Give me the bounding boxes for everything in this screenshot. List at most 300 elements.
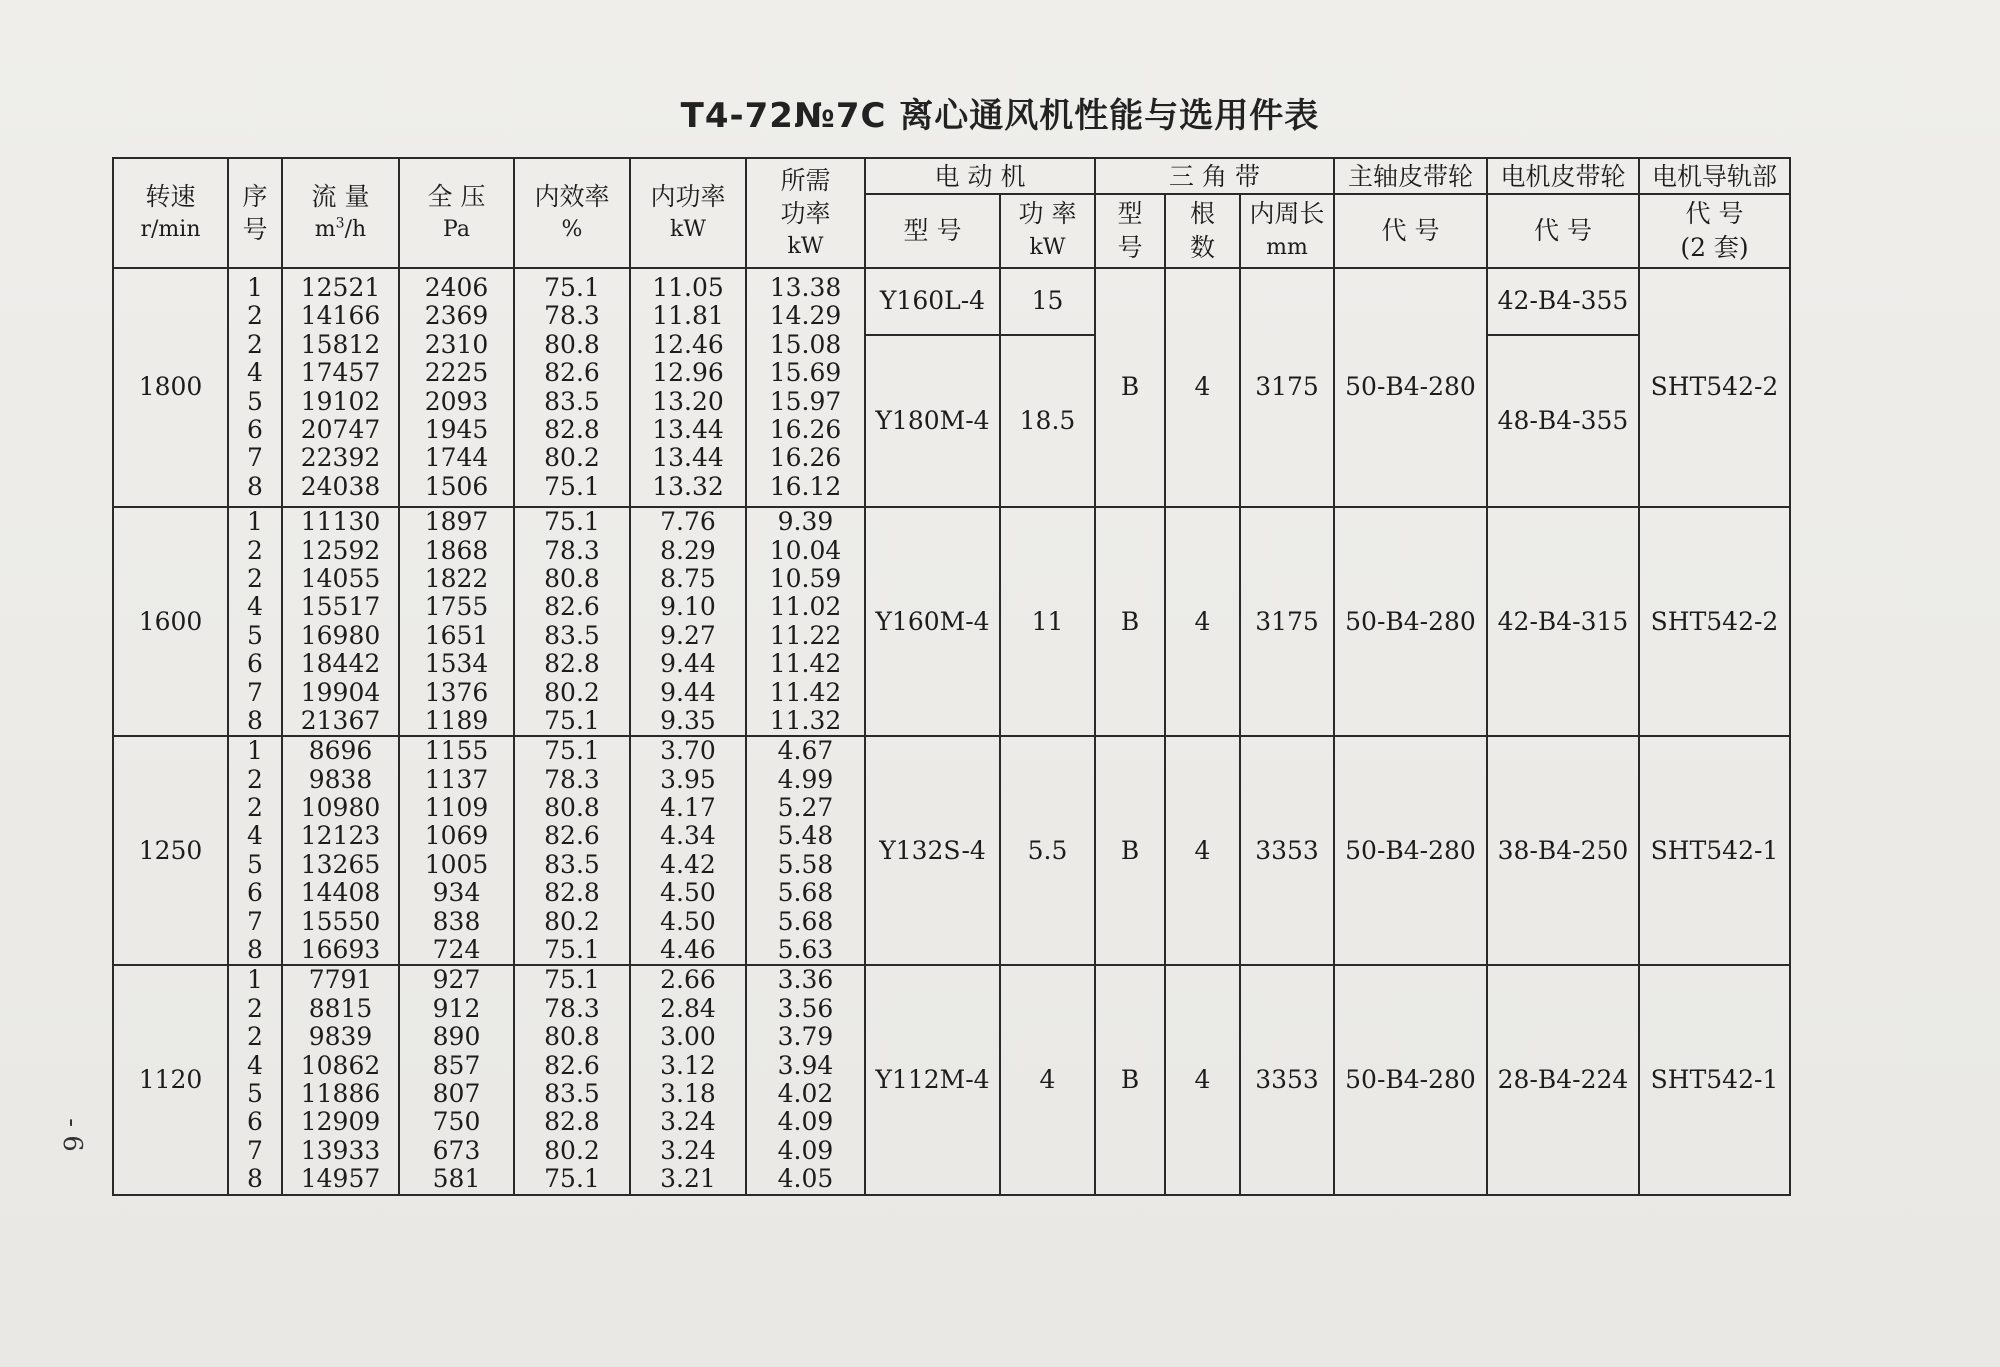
efficiency-cell-line: 80.2 bbox=[544, 1135, 600, 1165]
seq-cell-line: 4 bbox=[247, 821, 263, 851]
header-motor-rail-code-label: 代 号 bbox=[1685, 199, 1744, 228]
belt-length-cell: 3353 bbox=[1240, 965, 1334, 1194]
internal-power-cell-line: 13.20 bbox=[652, 386, 724, 416]
header-internal-power-unit: kW bbox=[670, 217, 706, 242]
belt-type-cell: B bbox=[1095, 965, 1165, 1194]
efficiency-cell-line: 82.6 bbox=[544, 592, 600, 622]
internal-power-cell-line: 4.17 bbox=[660, 793, 716, 823]
efficiency-cell-line: 75.1 bbox=[544, 705, 600, 735]
pressure-cell-line: 1822 bbox=[424, 563, 489, 593]
motor-model-cell: Y180M-4 bbox=[865, 335, 1000, 507]
required-power-cell-line: 11.22 bbox=[769, 620, 842, 650]
internal-power-cell bbox=[630, 507, 746, 736]
required-power-cell-line: 11.02 bbox=[769, 592, 842, 622]
flow-cell-line: 19102 bbox=[300, 386, 381, 416]
flow-cell-line: 8696 bbox=[308, 736, 373, 766]
efficiency-cell-line: 83.5 bbox=[544, 620, 600, 650]
table-body bbox=[113, 158, 1790, 1195]
seq-cell-line: 5 bbox=[247, 620, 263, 650]
header-motor-power bbox=[1000, 194, 1095, 268]
required-power-cell-line: 10.04 bbox=[769, 535, 842, 565]
pressure-cell-line: 1744 bbox=[424, 443, 489, 473]
internal-power-cell bbox=[630, 736, 746, 965]
required-power-cell-line: 11.42 bbox=[769, 649, 842, 679]
seq-cell-line: 6 bbox=[247, 1107, 263, 1137]
pressure-cell-line: 1189 bbox=[424, 705, 489, 735]
internal-power-cell-line: 13.44 bbox=[652, 414, 724, 444]
pressure-cell-line: 934 bbox=[432, 878, 481, 908]
header-internal-power-label: 内功率 bbox=[650, 182, 726, 211]
seq-cell-line: 8 bbox=[247, 705, 263, 735]
pressure-cell-line: 2310 bbox=[424, 329, 489, 359]
flow-cell bbox=[282, 965, 399, 1194]
seq-cell-line: 1 bbox=[247, 507, 263, 537]
motor-pulley-cell: 48-B4-355 bbox=[1487, 335, 1639, 507]
internal-power-cell-line: 9.44 bbox=[660, 649, 716, 679]
internal-power-cell-line: 3.70 bbox=[660, 736, 716, 766]
internal-power-cell-line: 3.24 bbox=[660, 1135, 716, 1165]
pressure-cell-line: 890 bbox=[432, 1022, 481, 1052]
required-power-cell-line: 16.26 bbox=[769, 414, 842, 444]
pressure-cell-line: 2225 bbox=[424, 358, 489, 388]
motor-power-cell: 11 bbox=[1000, 507, 1095, 736]
pressure-cell bbox=[399, 965, 514, 1194]
efficiency-cell bbox=[514, 965, 630, 1194]
seq-cell-line: 1 bbox=[247, 965, 263, 995]
efficiency-cell-line: 80.2 bbox=[544, 443, 600, 473]
flow-cell-line: 19904 bbox=[300, 677, 381, 707]
required-power-cell-line: 13.38 bbox=[769, 273, 842, 303]
internal-power-cell-line: 3.18 bbox=[660, 1079, 716, 1108]
belt-count-cell: 4 bbox=[1165, 507, 1240, 736]
flow-cell-line: 12123 bbox=[300, 821, 381, 851]
flow-cell-line: 14957 bbox=[300, 1164, 381, 1194]
internal-power-cell-line: 12.46 bbox=[652, 329, 724, 359]
pressure-cell-line: 1945 bbox=[424, 414, 489, 444]
pressure-cell-line: 838 bbox=[432, 906, 481, 936]
efficiency-cell-line: 80.8 bbox=[544, 329, 600, 359]
header-spindle-code: 代 号 bbox=[1334, 194, 1487, 268]
flow-cell-line: 15517 bbox=[300, 592, 381, 622]
efficiency-cell-line: 80.2 bbox=[544, 677, 600, 707]
belt-count-cell: 4 bbox=[1165, 268, 1240, 507]
internal-power-cell-line: 4.50 bbox=[660, 906, 716, 936]
pressure-cell bbox=[399, 268, 514, 507]
required-power-cell-line: 15.69 bbox=[769, 358, 842, 388]
efficiency-cell-line: 78.3 bbox=[544, 301, 600, 331]
internal-power-cell-line: 2.66 bbox=[660, 965, 716, 995]
flow-cell-line: 7791 bbox=[308, 965, 373, 995]
flow-cell bbox=[282, 736, 399, 965]
efficiency-cell-line: 82.6 bbox=[544, 821, 600, 851]
spindle-pulley-cell: 50-B4-280 bbox=[1334, 736, 1487, 965]
flow-cell-line: 15550 bbox=[300, 906, 381, 936]
seq-cell-line: 7 bbox=[247, 677, 263, 707]
pressure-cell-line: 927 bbox=[432, 965, 481, 995]
belt-length-cell: 3353 bbox=[1240, 736, 1334, 965]
motor-power-cell: 15 bbox=[1000, 268, 1095, 335]
speed-cell: 1800 bbox=[113, 268, 228, 507]
required-power-cell-line: 11.32 bbox=[769, 705, 842, 735]
header-required-power bbox=[746, 158, 865, 268]
header-motor-group: 电 动 机 bbox=[865, 158, 1095, 194]
header-efficiency-unit: % bbox=[561, 217, 583, 242]
flow-cell-line: 10980 bbox=[300, 793, 381, 823]
internal-power-cell-line: 9.44 bbox=[660, 677, 716, 707]
header-belt-length-label: 内周长 bbox=[1249, 199, 1325, 228]
internal-power-cell bbox=[630, 268, 746, 507]
required-power-cell-line: 5.68 bbox=[777, 878, 834, 908]
required-power-cell-line: 4.09 bbox=[777, 1135, 834, 1165]
header-seq-label-1: 序 bbox=[242, 182, 268, 211]
required-power-cell-line: 9.39 bbox=[777, 507, 834, 537]
speed-group-row bbox=[113, 965, 1790, 1194]
seq-cell-line: 7 bbox=[247, 906, 263, 936]
internal-power-cell-line: 8.29 bbox=[660, 535, 716, 565]
internal-power-cell-line: 7.76 bbox=[660, 507, 716, 537]
efficiency-cell-line: 75.1 bbox=[544, 935, 600, 965]
seq-cell-line: 5 bbox=[247, 849, 263, 879]
pressure-cell-line: 1005 bbox=[424, 849, 489, 879]
internal-power-cell-line: 8.75 bbox=[660, 563, 716, 593]
internal-power-cell-line: 13.44 bbox=[652, 443, 724, 473]
belt-count-cell: 4 bbox=[1165, 965, 1240, 1194]
belt-length-cell: 3175 bbox=[1240, 268, 1334, 507]
pressure-cell-line: 1868 bbox=[424, 535, 489, 565]
header-motor-rail: 电机导轨部 bbox=[1639, 158, 1790, 194]
seq-cell-line: 5 bbox=[247, 386, 263, 416]
internal-power-cell-line: 3.24 bbox=[660, 1107, 716, 1137]
pressure-cell-line: 750 bbox=[432, 1107, 481, 1137]
flow-cell-line: 14055 bbox=[300, 563, 381, 593]
seq-cell-line: 7 bbox=[247, 1135, 263, 1165]
header-belt-count-label-1: 根 bbox=[1189, 199, 1215, 228]
internal-power-cell-line: 3.12 bbox=[660, 1050, 716, 1080]
flow-cell-line: 14408 bbox=[300, 878, 381, 908]
header-speed bbox=[113, 158, 228, 268]
efficiency-cell-line: 80.8 bbox=[544, 1022, 600, 1052]
pressure-cell-line: 807 bbox=[432, 1079, 481, 1108]
required-power-cell-line: 3.36 bbox=[777, 965, 834, 995]
flow-cell-line: 20747 bbox=[300, 414, 381, 444]
flow-cell-line: 13933 bbox=[300, 1135, 381, 1165]
speed-cell: 1250 bbox=[113, 736, 228, 965]
efficiency-cell-line: 83.5 bbox=[544, 849, 600, 879]
seq-cell-line: 2 bbox=[247, 764, 263, 794]
motor-pulley-cell: 28-B4-224 bbox=[1487, 965, 1639, 1194]
efficiency-cell bbox=[514, 507, 630, 736]
seq-cell-line: 2 bbox=[247, 301, 263, 331]
pressure-cell-line: 1109 bbox=[424, 793, 489, 823]
speed-group-row bbox=[113, 736, 1790, 965]
required-power-cell-line: 4.67 bbox=[777, 736, 834, 766]
speed-cell: 1600 bbox=[113, 507, 228, 736]
required-power-cell-line: 11.42 bbox=[769, 677, 842, 707]
seq-cell bbox=[228, 507, 282, 736]
spindle-pulley-cell: 50-B4-280 bbox=[1334, 268, 1487, 507]
efficiency-cell-line: 75.1 bbox=[544, 273, 600, 303]
flow-cell-line: 16693 bbox=[300, 935, 381, 965]
required-power-cell-line: 15.08 bbox=[769, 329, 842, 359]
seq-cell-line: 8 bbox=[247, 935, 263, 965]
motor-rail-cell: SHT542-1 bbox=[1639, 965, 1790, 1194]
belt-length-cell: 3175 bbox=[1240, 507, 1334, 736]
required-power-cell-line: 4.99 bbox=[777, 764, 834, 794]
motor-power-cell: 5.5 bbox=[1000, 736, 1095, 965]
header-motor-model: 型 号 bbox=[865, 194, 1000, 268]
seq-cell-line: 6 bbox=[247, 878, 263, 908]
header-belt-length-unit: mm bbox=[1266, 235, 1308, 260]
efficiency-cell bbox=[514, 736, 630, 965]
seq-cell-line: 5 bbox=[247, 1079, 263, 1108]
required-power-cell-line: 10.59 bbox=[769, 563, 842, 593]
pressure-cell-line: 1137 bbox=[424, 764, 489, 794]
pressure-cell-line: 1534 bbox=[424, 649, 489, 679]
pressure-cell-line: 2093 bbox=[424, 386, 489, 416]
required-power-cell bbox=[746, 965, 865, 1194]
flow-cell-line: 12592 bbox=[300, 535, 381, 565]
pressure-cell-line: 673 bbox=[432, 1135, 481, 1165]
internal-power-cell-line: 4.46 bbox=[660, 935, 716, 965]
efficiency-cell-line: 82.8 bbox=[544, 878, 600, 908]
header-belt-type bbox=[1095, 194, 1165, 268]
seq-cell bbox=[228, 736, 282, 965]
required-power-cell bbox=[746, 268, 865, 507]
page-number: - 6 bbox=[57, 1118, 87, 1152]
efficiency-cell-line: 80.8 bbox=[544, 563, 600, 593]
speed-group-row bbox=[113, 507, 1790, 736]
efficiency-cell-line: 80.8 bbox=[544, 793, 600, 823]
header-belt-count-label-2: 数 bbox=[1189, 233, 1215, 262]
internal-power-cell-line: 9.27 bbox=[660, 620, 716, 650]
seq-cell-line: 1 bbox=[247, 736, 263, 766]
efficiency-cell-line: 82.8 bbox=[544, 649, 600, 679]
flow-cell-line: 8815 bbox=[308, 993, 373, 1023]
pressure-cell-line: 581 bbox=[432, 1164, 481, 1194]
header-belt-group: 三 角 带 bbox=[1095, 158, 1334, 194]
pressure-cell-line: 1155 bbox=[424, 736, 489, 766]
seq-cell-line: 1 bbox=[247, 273, 263, 303]
header-belt-length bbox=[1240, 194, 1334, 268]
table-title: T4-72№7C 离心通风机性能与选用件表 bbox=[680, 96, 1320, 136]
seq-cell-line: 8 bbox=[247, 471, 263, 501]
header-belt-type-label-1: 型 bbox=[1117, 199, 1143, 228]
efficiency-cell-line: 80.2 bbox=[544, 906, 600, 936]
speed-group-row bbox=[113, 268, 1790, 335]
efficiency-cell-line: 78.3 bbox=[544, 764, 600, 794]
efficiency-cell-line: 75.1 bbox=[544, 965, 600, 995]
header-internal-power bbox=[630, 158, 746, 268]
internal-power-cell-line: 4.34 bbox=[660, 821, 716, 851]
seq-cell-line: 2 bbox=[247, 563, 263, 593]
flow-cell-line: 16980 bbox=[300, 620, 381, 650]
required-power-cell-line: 5.68 bbox=[777, 906, 834, 936]
internal-power-cell-line: 9.10 bbox=[660, 592, 716, 622]
flow-cell-line: 24038 bbox=[300, 471, 381, 501]
seq-cell-line: 8 bbox=[247, 1164, 263, 1194]
flow-cell-line: 14166 bbox=[300, 301, 381, 331]
pressure-cell-line: 2369 bbox=[424, 301, 489, 331]
pressure-cell-line: 724 bbox=[432, 935, 481, 965]
internal-power-cell-line: 11.81 bbox=[652, 301, 724, 331]
seq-cell-line: 4 bbox=[247, 592, 263, 622]
seq-cell-line: 2 bbox=[247, 993, 263, 1023]
header-motor-pulley-code: 代 号 bbox=[1487, 194, 1639, 268]
efficiency-cell-line: 75.1 bbox=[544, 471, 600, 501]
required-power-cell-line: 16.12 bbox=[769, 471, 842, 501]
header-seq bbox=[228, 158, 282, 268]
internal-power-cell-line: 9.35 bbox=[660, 705, 716, 735]
motor-rail-cell: SHT542-1 bbox=[1639, 736, 1790, 965]
header-belt-type-label-2: 号 bbox=[1117, 233, 1143, 262]
flow-cell bbox=[282, 268, 399, 507]
internal-power-cell bbox=[630, 965, 746, 1194]
motor-model-cell: Y112M-4 bbox=[865, 965, 1000, 1194]
header-spindle-pulley: 主轴皮带轮 bbox=[1334, 158, 1487, 194]
efficiency-cell bbox=[514, 268, 630, 507]
internal-power-cell-line: 12.96 bbox=[652, 358, 724, 388]
internal-power-cell-line: 3.00 bbox=[660, 1022, 716, 1052]
internal-power-cell-line: 4.50 bbox=[660, 878, 716, 908]
required-power-cell bbox=[746, 736, 865, 965]
motor-rail-cell: SHT542-2 bbox=[1639, 507, 1790, 736]
flow-cell-line: 15812 bbox=[300, 329, 381, 359]
internal-power-cell-line: 3.21 bbox=[660, 1164, 716, 1194]
required-power-cell-line: 4.02 bbox=[777, 1079, 834, 1108]
pressure-cell-line: 1897 bbox=[424, 507, 489, 537]
header-efficiency-label: 内效率 bbox=[534, 182, 610, 211]
efficiency-cell-line: 83.5 bbox=[544, 386, 600, 416]
header-motor-pulley: 电机皮带轮 bbox=[1487, 158, 1639, 194]
spindle-pulley-cell: 50-B4-280 bbox=[1334, 965, 1487, 1194]
performance-table bbox=[112, 157, 1791, 1196]
pressure-cell-line: 857 bbox=[432, 1050, 481, 1080]
motor-model-cell: Y132S-4 bbox=[865, 736, 1000, 965]
flow-cell-line: 11886 bbox=[300, 1079, 381, 1108]
header-motor-power-label: 功 率 bbox=[1018, 199, 1077, 228]
header-pressure bbox=[399, 158, 514, 268]
required-power-cell-line: 5.48 bbox=[777, 821, 834, 851]
motor-pulley-cell: 42-B4-355 bbox=[1487, 268, 1639, 335]
belt-type-cell: B bbox=[1095, 736, 1165, 965]
required-power-cell-line: 5.27 bbox=[777, 793, 834, 823]
required-power-cell-line: 3.79 bbox=[777, 1022, 834, 1052]
required-power-cell-line: 4.05 bbox=[777, 1164, 834, 1194]
seq-cell-line: 6 bbox=[247, 649, 263, 679]
header-pressure-unit: Pa bbox=[443, 217, 470, 242]
motor-power-cell: 4 bbox=[1000, 965, 1095, 1194]
seq-cell-line: 2 bbox=[247, 329, 263, 359]
header-required-power-label-1: 所需 bbox=[780, 165, 831, 195]
motor-pulley-cell: 42-B4-315 bbox=[1487, 507, 1639, 736]
motor-model-cell: Y160L-4 bbox=[865, 268, 1000, 335]
header-required-power-label-2: 功率 bbox=[780, 198, 831, 228]
seq-cell-line: 2 bbox=[247, 1022, 263, 1052]
flow-cell-line: 12521 bbox=[300, 273, 381, 303]
efficiency-cell-line: 78.3 bbox=[544, 993, 600, 1023]
flow-cell bbox=[282, 507, 399, 736]
required-power-cell-line: 5.58 bbox=[777, 849, 834, 879]
belt-type-cell: B bbox=[1095, 268, 1165, 507]
header-flow-unit: $m^3/h$ bbox=[314, 215, 367, 242]
pressure-cell-line: 912 bbox=[432, 993, 481, 1023]
required-power-cell-line: 5.63 bbox=[777, 935, 834, 965]
motor-rail-cell: SHT542-2 bbox=[1639, 268, 1790, 507]
motor-model-cell: Y160M-4 bbox=[865, 507, 1000, 736]
flow-cell-line: 18442 bbox=[300, 649, 381, 679]
efficiency-cell-line: 82.8 bbox=[544, 1107, 600, 1137]
efficiency-cell-line: 75.1 bbox=[544, 507, 600, 537]
efficiency-cell-line: 83.5 bbox=[544, 1079, 600, 1108]
motor-power-cell: 18.5 bbox=[1000, 335, 1095, 507]
pressure-cell-line: 1651 bbox=[424, 620, 489, 650]
flow-cell-line: 17457 bbox=[300, 358, 381, 388]
pressure-cell-line: 1755 bbox=[424, 592, 489, 622]
header-required-power-unit: kW bbox=[787, 233, 824, 259]
header-pressure-label: 全 压 bbox=[427, 182, 486, 211]
belt-type-cell: B bbox=[1095, 507, 1165, 736]
flow-cell-line: 22392 bbox=[300, 443, 381, 473]
pressure-cell-line: 1069 bbox=[424, 821, 489, 851]
header-flow-label: 流 量 bbox=[311, 182, 370, 211]
header-seq-label-2: 号 bbox=[242, 215, 268, 244]
header-speed-label: 转速 bbox=[145, 182, 196, 211]
header-belt-count bbox=[1165, 194, 1240, 268]
required-power-cell-line: 16.26 bbox=[769, 443, 842, 473]
required-power-cell-line: 3.94 bbox=[777, 1050, 834, 1080]
required-power-cell bbox=[746, 507, 865, 736]
pressure-cell bbox=[399, 507, 514, 736]
efficiency-cell-line: 78.3 bbox=[544, 535, 600, 565]
flow-cell-line: 11130 bbox=[300, 507, 381, 537]
internal-power-cell-line: 3.95 bbox=[660, 764, 716, 794]
header-speed-unit: r/min bbox=[140, 217, 201, 242]
speed-cell: 1120 bbox=[113, 965, 228, 1194]
pressure-cell bbox=[399, 736, 514, 965]
seq-cell-line: 4 bbox=[247, 1050, 263, 1080]
internal-power-cell-line: 2.84 bbox=[660, 993, 716, 1023]
flow-cell-line: 13265 bbox=[300, 849, 381, 879]
motor-pulley-cell: 38-B4-250 bbox=[1487, 736, 1639, 965]
pressure-cell-line: 1506 bbox=[424, 471, 489, 501]
seq-cell-line: 2 bbox=[247, 535, 263, 565]
seq-cell bbox=[228, 268, 282, 507]
flow-cell-line: 12909 bbox=[300, 1107, 381, 1137]
header-motor-rail-code-sets: (2 套) bbox=[1680, 233, 1749, 262]
seq-cell-line: 7 bbox=[247, 443, 263, 473]
header-motor-rail-code bbox=[1639, 194, 1790, 268]
seq-cell-line: 4 bbox=[247, 358, 263, 388]
efficiency-cell-line: 75.1 bbox=[544, 736, 600, 766]
required-power-cell-line: 4.09 bbox=[777, 1107, 834, 1137]
internal-power-cell-line: 13.32 bbox=[652, 471, 724, 501]
required-power-cell-line: 15.97 bbox=[769, 386, 842, 416]
header-motor-power-unit: kW bbox=[1029, 235, 1066, 260]
required-power-cell-line: 14.29 bbox=[769, 301, 842, 331]
flow-cell-line: 10862 bbox=[300, 1050, 381, 1080]
pressure-cell-line: 1376 bbox=[424, 677, 489, 707]
flow-cell-line: 21367 bbox=[300, 705, 381, 735]
flow-cell-line: 9839 bbox=[308, 1022, 373, 1052]
header-row-1 bbox=[113, 158, 1790, 194]
belt-count-cell: 4 bbox=[1165, 736, 1240, 965]
header-efficiency bbox=[514, 158, 630, 268]
pressure-cell-line: 2406 bbox=[424, 273, 489, 303]
seq-cell-line: 2 bbox=[247, 793, 263, 823]
header-flow bbox=[282, 158, 399, 268]
internal-power-cell-line: 4.42 bbox=[660, 849, 716, 879]
efficiency-cell-line: 82.6 bbox=[544, 358, 600, 388]
